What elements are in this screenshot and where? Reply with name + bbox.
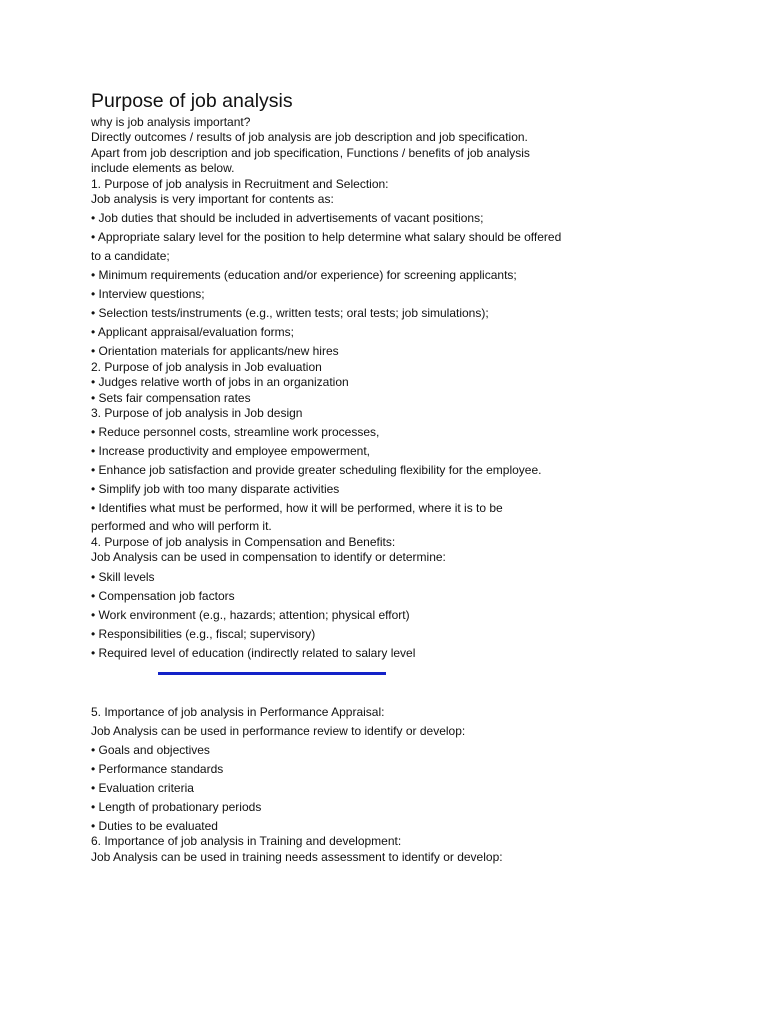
bullet-item: • Length of probationary periods — [91, 800, 262, 814]
bullet-item: • Enhance job satisfaction and provide greater scheduling flexibility for the employee. — [91, 463, 542, 477]
bullet-item: • Minimum requirements (education and/or experience) for screening applicants; — [91, 268, 517, 282]
section-heading: 5. Importance of job analysis in Performance Appraisal: — [91, 705, 385, 719]
section-heading: 6. Importance of job analysis in Training and development: — [91, 834, 402, 848]
bullet-item: • Applicant appraisal/evaluation forms; — [91, 325, 294, 339]
bullet-item: • Job duties that should be included in advertisements of vacant positions; — [91, 211, 484, 225]
bullet-item: • Interview questions; — [91, 287, 205, 301]
bullet-item: • Goals and objectives — [91, 743, 210, 757]
document-title: Purpose of job analysis — [91, 90, 293, 112]
text-line: performed and who will perform it. — [91, 519, 272, 533]
bullet-item: • Judges relative worth of jobs in an organization — [91, 375, 349, 389]
section-heading: 1. Purpose of job analysis in Recruitment and Selection: — [91, 177, 389, 191]
text-line: Job Analysis can be used in compensation to identify or determine: — [91, 550, 446, 564]
section-heading: 2. Purpose of job analysis in Job evaluation — [91, 360, 322, 374]
bullet-item: • Responsibilities (e.g., fiscal; supervisory) — [91, 627, 316, 641]
text-line: to a candidate; — [91, 249, 170, 263]
bullet-item: • Work environment (e.g., hazards; attention; physical effort) — [91, 608, 410, 622]
text-line: Job Analysis can be used in performance review to identify or develop: — [91, 724, 466, 738]
bullet-item: • Orientation materials for applicants/new hires — [91, 344, 339, 358]
text-line: Directly outcomes / results of job analysis are job description and job specification. — [91, 130, 528, 144]
section-heading: 3. Purpose of job analysis in Job design — [91, 406, 303, 420]
bullet-item: • Sets fair compensation rates — [91, 391, 251, 405]
text-line: why is job analysis important? — [91, 115, 251, 129]
bullet-item: • Appropriate salary level for the position to help determine what salary should be offered — [91, 230, 562, 244]
bullet-item: • Duties to be evaluated — [91, 819, 218, 833]
section-heading: 4. Purpose of job analysis in Compensation and Benefits: — [91, 535, 396, 549]
text-line: include elements as below. — [91, 161, 235, 175]
bullet-item: • Increase productivity and employee empowerment, — [91, 444, 371, 458]
bullet-item: • Required level of education (indirectly related to salary level — [91, 646, 416, 660]
bullet-item: • Selection tests/instruments (e.g., written tests; oral tests; job simulations); — [91, 306, 489, 320]
blue-divider-rule — [158, 672, 386, 675]
text-line: Job Analysis can be used in training needs assessment to identify or develop: — [91, 850, 503, 864]
bullet-item: • Evaluation criteria — [91, 781, 194, 795]
text-line: Apart from job description and job specification, Functions / benefits of job analysis — [91, 146, 530, 160]
bullet-item: • Performance standards — [91, 762, 224, 776]
bullet-item: • Compensation job factors — [91, 589, 235, 603]
bullet-item: • Identifies what must be performed, how it will be performed, where it is to be — [91, 501, 503, 515]
bullet-item: • Skill levels — [91, 570, 155, 584]
bullet-item: • Reduce personnel costs, streamline work processes, — [91, 425, 380, 439]
bullet-item: • Simplify job with too many disparate activities — [91, 482, 340, 496]
text-line: Job analysis is very important for contents as: — [91, 192, 334, 206]
